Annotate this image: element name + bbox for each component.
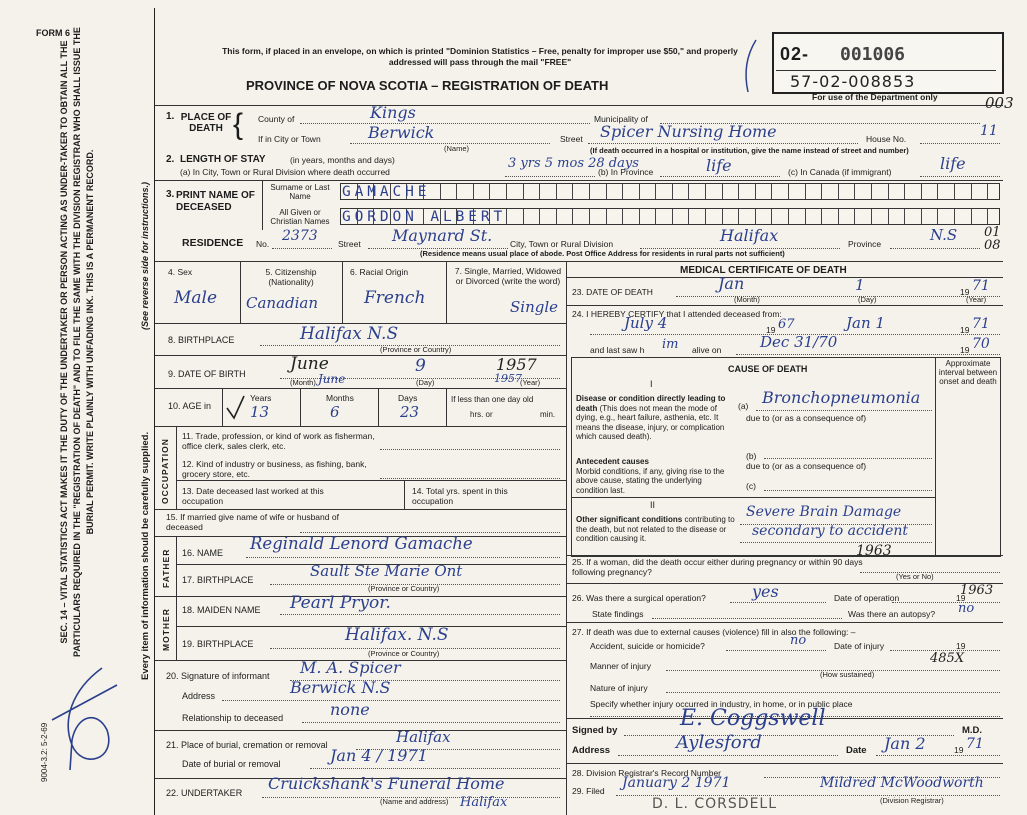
form-title: PROVINCE OF NOVA SCOTIA – REGISTRATION OF DEATH bbox=[246, 78, 609, 93]
min-label: min. bbox=[540, 410, 556, 419]
stay-c-label: (c) In Canada (if immigrant) bbox=[788, 167, 892, 177]
mother-name: Pearl Pryor. bbox=[290, 593, 391, 613]
father-birthplace: Sault Ste Marie Ont bbox=[310, 562, 463, 580]
citizenship-label: 5. Citizenship (Nationality) bbox=[265, 267, 317, 287]
occupation-side-label: OCCUPATION bbox=[160, 438, 170, 504]
stay-a-value: 3 yrs 5 mos 28 days bbox=[508, 156, 639, 171]
relationship-value: none bbox=[330, 700, 370, 719]
interval-title: Approximate interval between onset and death bbox=[938, 359, 998, 386]
ink-stroke bbox=[738, 36, 768, 96]
age-days: 23 bbox=[400, 403, 420, 421]
county-label: County of bbox=[258, 114, 295, 124]
lt-day-label: If less than one day old bbox=[451, 395, 534, 404]
q13-label: 13. Date deceased last worked at this occupation bbox=[182, 486, 324, 506]
dept-use-note: For use of the Department only bbox=[812, 92, 938, 102]
surname-grid bbox=[340, 183, 1000, 200]
margin-check-mark bbox=[32, 660, 142, 780]
street-value: Spicer Nursing Home bbox=[600, 122, 777, 141]
house-value: 11 bbox=[980, 123, 998, 139]
residence-note: (Residence means usual place of abode. Post Office Address for residents in rural parts not sufficient) bbox=[420, 249, 785, 258]
q19-label: 19. BIRTHPLACE bbox=[182, 639, 254, 649]
burial-place: Halifax bbox=[396, 728, 451, 746]
mother-birthplace-hint: (Province or Country) bbox=[368, 649, 440, 658]
cause-c-label: (c) bbox=[746, 481, 756, 491]
city-label: If in City or Town bbox=[258, 134, 321, 144]
dob-month-alt: June bbox=[318, 372, 346, 386]
stay-hint: (in years, months and days) bbox=[290, 155, 395, 165]
op-year: 1963 bbox=[960, 583, 994, 598]
sign-date-label: Date bbox=[846, 745, 867, 756]
doctor-address: Aylesford bbox=[676, 732, 762, 753]
instructions-note: (See reverse side for instructions.) bbox=[140, 181, 150, 330]
registrar-name: Mildred McWoodworth bbox=[820, 775, 984, 791]
q20-label: 20. Signature of informant bbox=[166, 671, 270, 681]
death-month: Jan bbox=[718, 274, 745, 293]
accident-label: Accident, suicide or homicide? bbox=[590, 641, 705, 651]
part-two: II bbox=[650, 500, 656, 510]
name-hint: (Name) bbox=[444, 144, 470, 153]
q24-label: 24. I HEREBY CERTIFY that I attended deceased from: bbox=[572, 309, 782, 319]
place-of-death-label: PLACE OF DEATH bbox=[180, 112, 232, 134]
cause-a-label: (a) bbox=[738, 401, 749, 411]
filed-date: January 2 1971 bbox=[622, 775, 731, 791]
city-value: Berwick bbox=[368, 123, 435, 142]
residence-city: Halifax bbox=[720, 226, 779, 245]
q16-label: 16. NAME bbox=[182, 548, 224, 558]
racial-value: French bbox=[364, 288, 426, 308]
registrar-stamp: D. L. CORSDELL bbox=[652, 796, 778, 812]
father-name: Reginald Lenord Gamache bbox=[250, 534, 473, 553]
q12-label: 12. Kind of industry or business, as fishing, bank, grocery store, etc. bbox=[182, 459, 367, 479]
death-month-hint: (Month) bbox=[734, 295, 760, 304]
how-sustained-hint: (How sustained) bbox=[820, 670, 875, 679]
due-to-b: due to (or as a consequence of) bbox=[746, 461, 867, 471]
nature-label: Nature of injury bbox=[590, 683, 648, 693]
racial-label: 6. Racial Origin bbox=[350, 267, 409, 277]
hospital-note: (If death occurred in a hospital or institution, give the name instead of street and number) bbox=[590, 146, 909, 155]
signed-by-label: Signed by bbox=[572, 725, 618, 736]
frame-left bbox=[154, 8, 155, 815]
residence-margin: 01 08 bbox=[984, 225, 1001, 253]
part-one: I bbox=[650, 379, 653, 389]
margin-number: 485X bbox=[930, 651, 965, 666]
age-check-icon bbox=[224, 392, 248, 422]
sign-year: 71 bbox=[966, 736, 984, 752]
death-day-hint: (Day) bbox=[858, 295, 877, 304]
other-conditions-value-2: secondary to accident bbox=[752, 523, 909, 539]
form-code: 9004-3.2: 5-2-69 bbox=[40, 722, 49, 782]
q23-label: 23. DATE OF DEATH bbox=[572, 287, 653, 297]
stay-label: LENGTH OF STAY bbox=[180, 154, 266, 165]
residence-street: Maynard St. bbox=[392, 226, 493, 245]
injury-date-label: Date of injury bbox=[834, 641, 885, 651]
supply-note: Every item of information should be carefully supplied. bbox=[140, 431, 151, 680]
medical-title: MEDICAL CERTIFICATE OF DEATH bbox=[680, 265, 847, 276]
informant-signature: M. A. Spicer bbox=[300, 658, 401, 677]
death-year-prefix: 19 bbox=[960, 287, 970, 297]
margin-code: 003 bbox=[985, 94, 1014, 112]
hrs-label: hrs. or bbox=[470, 410, 493, 419]
q28-label: 28. Division Registrar's Record Number bbox=[572, 768, 722, 778]
death-year-hint: (Year) bbox=[966, 295, 987, 304]
sign-date: Jan 2 bbox=[884, 734, 926, 753]
q14-label: 14. Total yrs. spent in this occupation bbox=[412, 486, 508, 506]
attended-from: July 4 bbox=[624, 314, 668, 332]
burial-date-label: Date of burial or removal bbox=[182, 759, 281, 769]
reg-prefix: 02- bbox=[780, 44, 810, 64]
yes-no-hint: (Yes or No) bbox=[896, 572, 934, 581]
sex-value: Male bbox=[174, 288, 218, 308]
mother-birthplace: Halifax. N.S bbox=[345, 625, 449, 645]
column-divider bbox=[566, 261, 567, 815]
street-label: Street bbox=[560, 134, 583, 144]
other-conditions-note: Other significant conditions contributing to the death, but not related to the disease or condition causing it. bbox=[576, 515, 735, 543]
days-label: Days bbox=[398, 393, 418, 403]
signer-address-label: Address bbox=[572, 745, 611, 756]
attended-to: Jan 1 bbox=[846, 314, 885, 332]
citizenship-value: Canadian bbox=[246, 294, 319, 312]
surname-value: GAMACHE bbox=[342, 184, 431, 200]
stay-b-label: (b) In Province bbox=[598, 167, 654, 177]
cause-b-label: (b) bbox=[746, 451, 757, 461]
last-saw-him: im bbox=[662, 337, 679, 352]
undertaker-hint: (Name and address) bbox=[380, 797, 449, 806]
given-value: GORDON ALBERT bbox=[342, 209, 507, 225]
alive-on-label: alive on bbox=[692, 345, 722, 355]
mother-side-label: MOTHER bbox=[161, 608, 171, 651]
findings-label: State findings bbox=[592, 609, 644, 619]
residence-province: N.S bbox=[930, 226, 958, 244]
last-year-prefix: 19 bbox=[960, 345, 970, 355]
q21-label: 21. Place of burial, cremation or removal bbox=[166, 740, 328, 750]
residence-street-label: Street bbox=[338, 239, 361, 249]
informant-address-label: Address bbox=[182, 691, 216, 701]
manner-label: Manner of injury bbox=[590, 661, 651, 671]
stay-a-label: (a) In City, Town or Rural Division where death occurred bbox=[180, 167, 390, 177]
registrar-hint: (Division Registrar) bbox=[880, 796, 944, 805]
father-birthplace-hint: (Province or Country) bbox=[368, 584, 440, 593]
q25-label: 25. If a woman, did the death occur either during pregnancy or within 90 days following pregnancy? bbox=[572, 557, 863, 577]
dob-year-alt: 1957 bbox=[494, 372, 522, 385]
injury-prefix: 19 bbox=[956, 641, 966, 651]
q11-label: 11. Trade, profession, or kind of work as fisherman, office clerk, sales clerk, etc. bbox=[182, 431, 375, 451]
status-value: Single bbox=[510, 298, 559, 316]
cause-a-value: Bronchopneumonia bbox=[762, 388, 921, 407]
undertaker-city: Halifax bbox=[460, 795, 508, 810]
other-conditions-value: Severe Brain Damage bbox=[746, 504, 902, 520]
sign-prefix: 19 bbox=[954, 745, 964, 755]
undertaker-value: Cruickshank's Funeral Home bbox=[268, 774, 505, 793]
burial-date: Jan 4 / 1971 bbox=[330, 746, 428, 765]
md-label: M.D. bbox=[962, 725, 983, 736]
autopsy-label: Was there an autopsy? bbox=[848, 609, 936, 619]
status-label: 7. Single, Married, Widowed or Divorced (write the word) bbox=[454, 266, 562, 286]
residence-no: 2373 bbox=[282, 228, 318, 244]
dob-day: 9 bbox=[415, 356, 426, 376]
sex-label: 4. Sex bbox=[168, 267, 193, 277]
name-label: PRINT NAME OF DECEASED bbox=[176, 190, 255, 213]
statute-text: SEC. 14 – VITAL STATISTICS ACT MAKES IT THE DUTY OF THE UNDERTAKER OR PERSON ACTING AS UNDER-TAKER TO OBTAIN ALL THE PARTICULARS REQUIRED IN THE "REGISTRATION OF DEATH" AND TO FILE THE SAME WITH THE DIVISION REGISTRAR WHO SHALL ISSUE THE BURIAL PERMIT. WRITE PLAINLY WITH UNFADING INK. THIS IS A PERMANENT RECORD. bbox=[59, 27, 95, 657]
accident-value: no bbox=[790, 633, 807, 648]
informant-address: Berwick N.S bbox=[290, 678, 391, 697]
age-label: 10. AGE in bbox=[168, 401, 212, 411]
years-label: Years bbox=[250, 393, 272, 403]
dob-month: June bbox=[290, 354, 329, 374]
municipality-label: Municipality of bbox=[594, 114, 648, 124]
surgery-value: yes bbox=[752, 582, 779, 601]
birthplace-label: 8. BIRTHPLACE bbox=[168, 335, 235, 345]
county-value: Kings bbox=[370, 103, 416, 122]
last-saw-label: and last saw h bbox=[590, 345, 645, 355]
antecedent-note: Antecedent causes Morbid conditions, if any, giving rise to the above cause, stating the underlying condition last. bbox=[576, 457, 725, 495]
q3-number: 3. bbox=[166, 189, 175, 200]
to-year-prefix: 19 bbox=[960, 325, 970, 335]
postal-note: This form, if placed in an envelope, on which is printed "Dominion Statistics – Free, penalty for improper use $50," and properly addressed will pass through the mail "FREE" bbox=[222, 46, 738, 67]
birthplace-value: Halifax N.S bbox=[300, 324, 399, 344]
q29-label: 29. Filed bbox=[572, 786, 605, 796]
death-day: 1 bbox=[855, 276, 865, 294]
surname-label: Surname or Last Name bbox=[270, 183, 330, 201]
age-months: 6 bbox=[330, 403, 340, 421]
year-hint: (Year) bbox=[520, 378, 541, 387]
stay-b-value: life bbox=[706, 156, 732, 175]
q17-label: 17. BIRTHPLACE bbox=[182, 575, 254, 585]
q26-label: 26. Was there a surgical operation? bbox=[572, 593, 706, 603]
autopsy-value: no bbox=[958, 601, 975, 616]
residence-city-label: City, Town or Rural Division bbox=[510, 239, 614, 249]
direct-cause-note: Disease or condition directly leading to death (This does not mean the mode of dying, e.g., heart failure, asthenia, etc. It means the disease, injury, or complication which caused death). bbox=[576, 394, 726, 441]
from-year-prefix: 19 bbox=[766, 325, 776, 335]
last-saw-date: Dec 31/70 bbox=[760, 333, 838, 351]
birthplace-hint: (Province or Country) bbox=[380, 345, 452, 354]
reg-number: 001006 bbox=[840, 44, 906, 65]
q18-label: 18. MAIDEN NAME bbox=[182, 605, 261, 615]
residence-province-label: Province bbox=[848, 239, 882, 249]
other-year: 1963 bbox=[856, 543, 892, 559]
dob-label: 9. DATE OF BIRTH bbox=[168, 369, 246, 379]
months-label: Months bbox=[326, 393, 354, 403]
day-hint: (Day) bbox=[416, 378, 435, 387]
residence-no-label: No. bbox=[256, 239, 270, 249]
q2-number: 2. bbox=[166, 154, 175, 165]
handwritten-reg-number: 57-02-008853 bbox=[790, 72, 916, 91]
due-to-a: due to (or as a consequence of) bbox=[746, 413, 867, 423]
age-years: 13 bbox=[250, 403, 270, 421]
q15-label: 15. If married give name of wife or husband of deceased bbox=[166, 512, 339, 532]
q22-label: 22. UNDERTAKER bbox=[166, 788, 243, 798]
q1-number: 1. bbox=[166, 111, 175, 122]
form-number: FORM 6 bbox=[36, 28, 71, 38]
stay-c-value: life bbox=[940, 154, 966, 173]
month-hint: (Month) bbox=[290, 378, 316, 387]
given-label: All Given or Christian Names bbox=[270, 208, 330, 226]
from-year: 67 bbox=[778, 317, 795, 332]
last-year: 70 bbox=[972, 336, 990, 352]
dob-year: 1957 bbox=[496, 355, 537, 374]
q27-label: 27. If death was due to external causes (violence) fill in also the following: – bbox=[572, 627, 856, 637]
house-label: House No. bbox=[866, 134, 907, 144]
to-year: 71 bbox=[972, 316, 990, 332]
specify-label: Specify whether injury occurred in industry, in home, or in public place bbox=[590, 699, 853, 709]
op-date-label: Date of operation bbox=[834, 593, 900, 603]
death-year: 71 bbox=[972, 278, 990, 294]
cause-title: CAUSE OF DEATH bbox=[728, 364, 808, 374]
residence-label: RESIDENCE bbox=[182, 237, 244, 249]
doctor-signature: E. Coggswell bbox=[680, 706, 826, 731]
relationship-label: Relationship to deceased bbox=[182, 713, 284, 723]
father-side-label: FATHER bbox=[161, 548, 171, 588]
op-prefix: 19 bbox=[956, 593, 966, 603]
